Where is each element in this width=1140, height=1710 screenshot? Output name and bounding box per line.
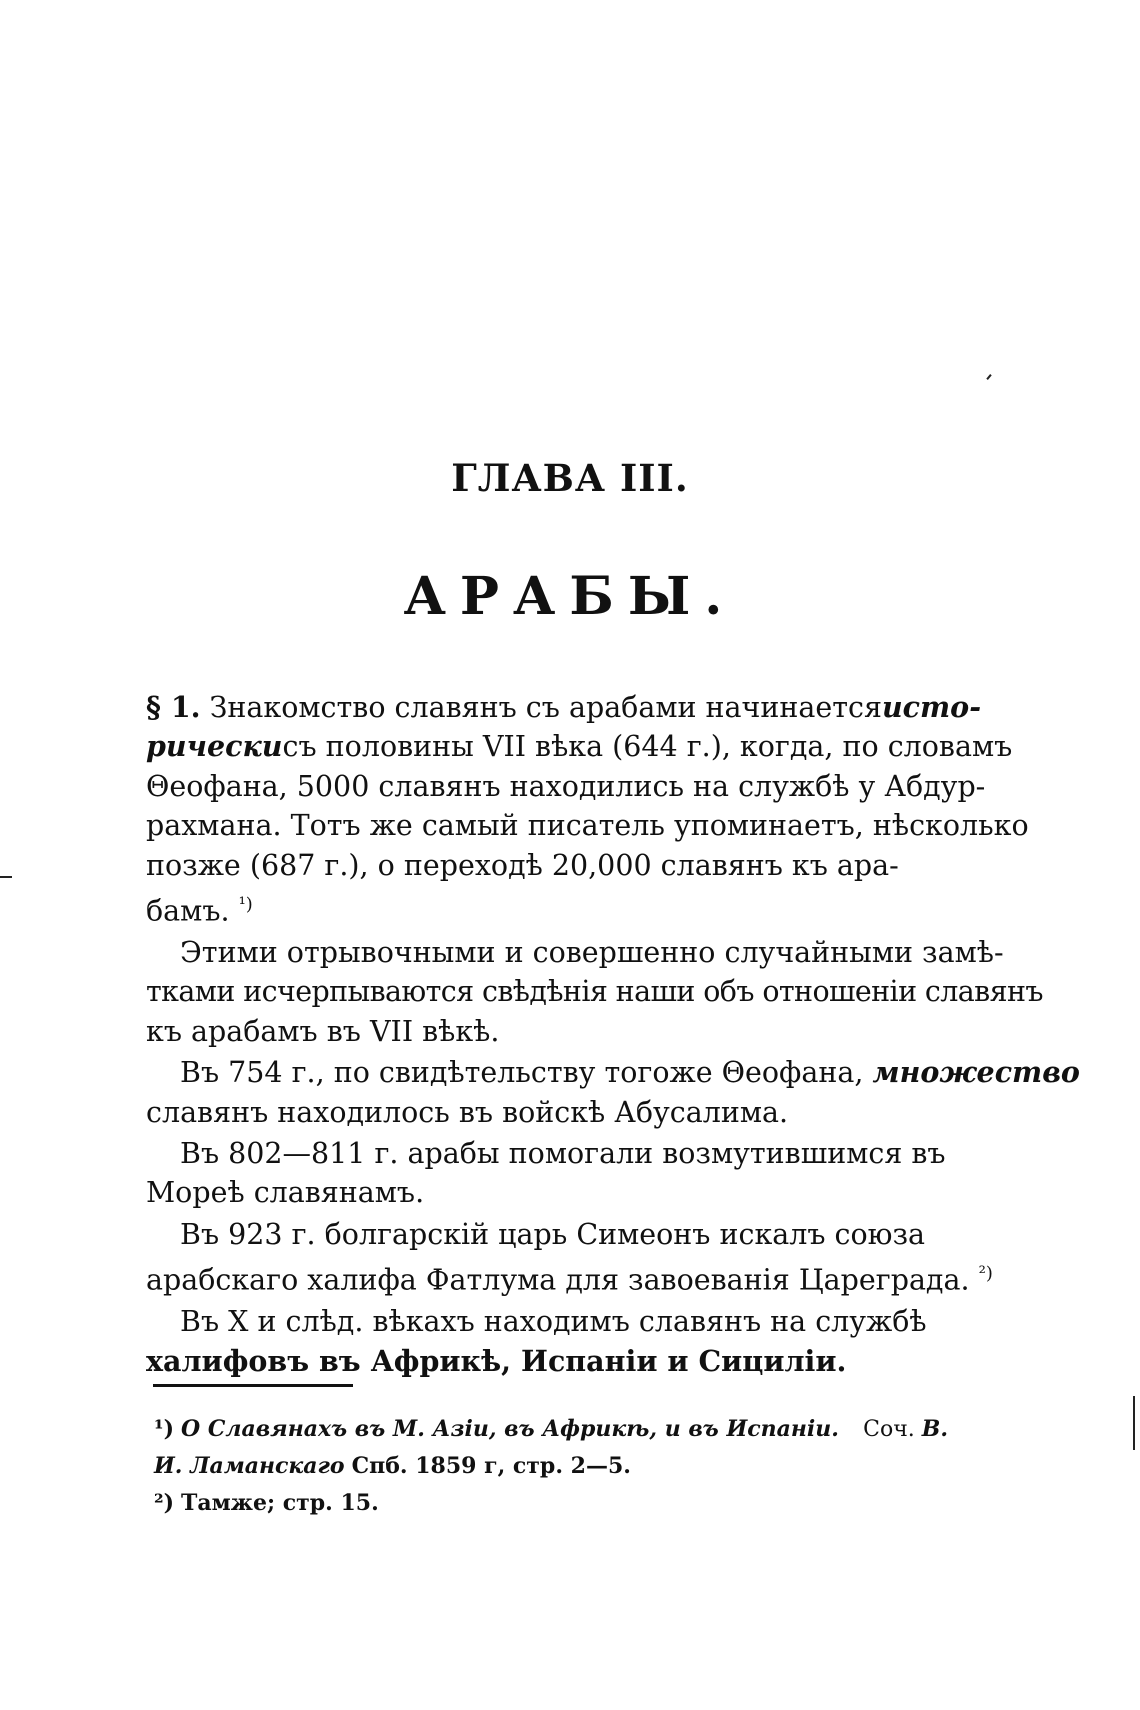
text-line: Θеофана, 5000 славянъ находились на службѣ у Абдур- — [146, 769, 986, 803]
footnote-ref: ¹) — [238, 894, 253, 916]
footnote-1-cont: И. Ламанскаго Спб. 1859 г, стр. 2—5. — [154, 1453, 631, 1479]
footnote-2: ²) Тамже; стр. 15. — [154, 1490, 379, 1516]
text-line: тками исчерпываются свѣдѣнія наши объ отношеніи славянъ — [146, 975, 1043, 1009]
text-line: Мореѣ славянамъ. — [146, 1176, 425, 1210]
footnote-ref: ²) — [978, 1263, 993, 1285]
chapter-heading: ГЛАВА III. — [451, 456, 689, 500]
text-line: Въ 923 г. болгарскій царь Симеонъ искалъ союза — [180, 1217, 926, 1251]
paragraph-4 — [146, 1134, 948, 1213]
paragraph-5 — [146, 1215, 993, 1300]
chapter-title: АРАБЫ. — [403, 566, 737, 627]
footnote-divider — [153, 1384, 353, 1387]
paragraph-3 — [146, 1053, 1080, 1132]
text-line: арабскаго халифа Фатлума для завоеванія Цареграда. $^{^2)}$ — [146, 1263, 993, 1297]
text-line: Въ 754 г., по свидѣтельству тогоже Θеофана, множество — [180, 1055, 1080, 1090]
text-line: Въ 802—811 г. арабы помогали возмутившимся въ — [180, 1136, 946, 1170]
scan-mark — [0, 876, 12, 878]
footnote-1: ¹) О Славянахъ въ М. Азіи, въ Африкѣ, и въ Испаніи. Соч. В. — [154, 1416, 948, 1442]
text-line: бамъ. $^{^1)}$ — [146, 894, 253, 928]
paragraph-1 — [146, 688, 1029, 931]
main-text — [146, 688, 1080, 1381]
text-line: къ арабамъ въ VII вѣкѣ. — [146, 1014, 500, 1048]
scan-mark — [1133, 1396, 1135, 1450]
text-line: халифовъ въ Африкѣ, Испаніи и Сициліи. — [146, 1343, 847, 1378]
text-line: Этими отрывочными и совершенно случайными замѣ- — [180, 935, 1004, 969]
text-line: рахмана. Тотъ же самый писатель упоминаетъ, нѣсколько — [146, 809, 1029, 843]
paragraph-6 — [146, 1302, 948, 1381]
paragraph-2 — [146, 933, 1043, 1051]
text-line: рически съ половины VII вѣка (644 г.), когда, по словамъ — [146, 729, 1013, 764]
scan-mark — [986, 374, 991, 380]
text-line: славянъ находилось въ войскѣ Абусалима. — [146, 1095, 789, 1129]
text-line: § 1. Знакомство славянъ съ арабами начинается исто- — [146, 690, 982, 724]
footnotes — [154, 1411, 948, 1522]
text-line: Въ X и слѣд. вѣкахъ находимъ славянъ на службѣ — [180, 1305, 927, 1339]
text-line: позже (687 г.), о переходѣ 20,000 славянъ къ ара- — [146, 848, 899, 882]
